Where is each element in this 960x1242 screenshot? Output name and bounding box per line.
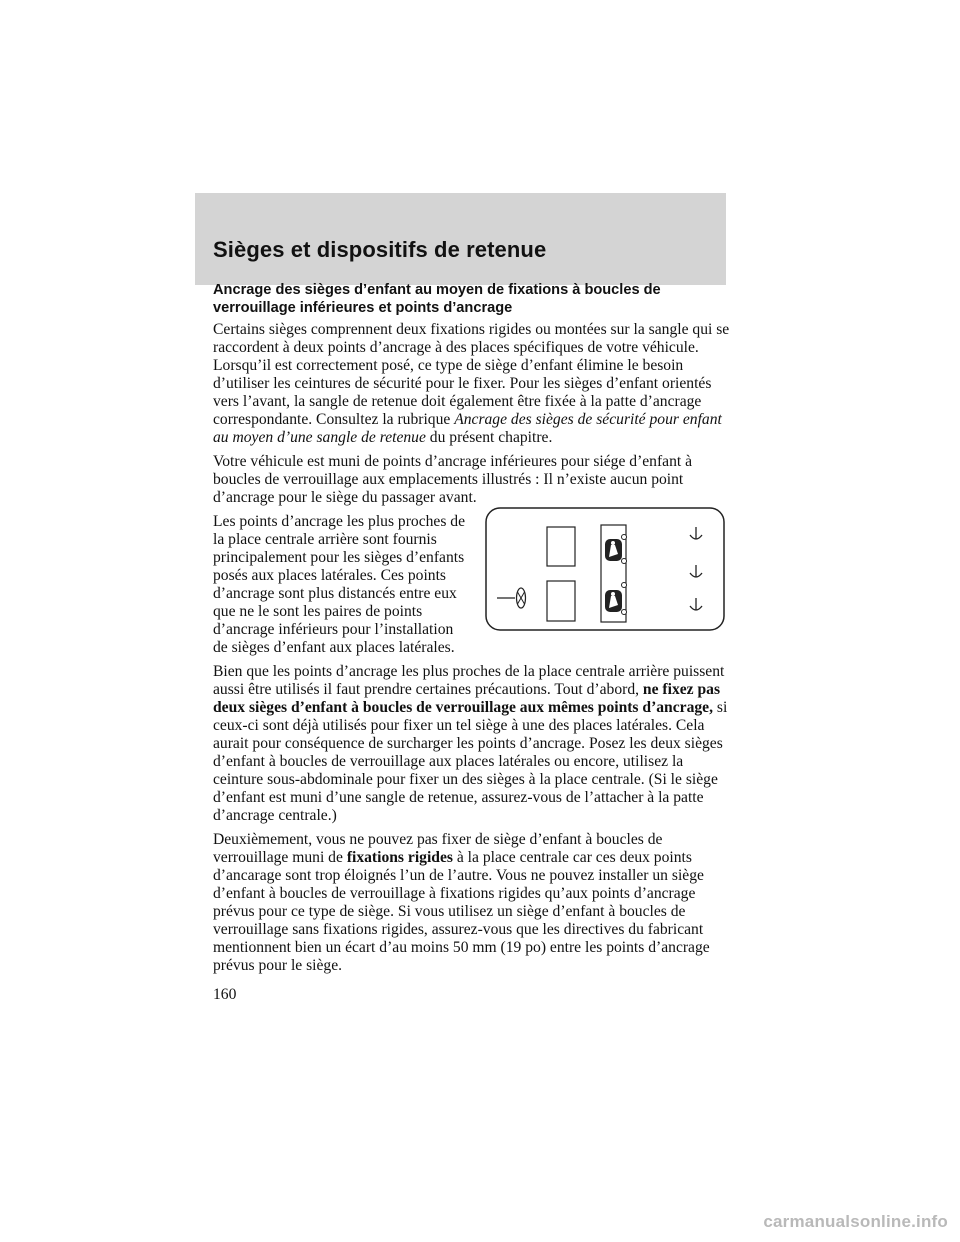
paragraph-2: Votre véhicule est muni de points d’ancrage inférieures pour siége d’enfant à boucles de verrouillage aux emplacements illustrés : Il n’existe aucun point d’ancrage pour le siège du passager avant. [213,453,693,506]
anchor-point-icon [622,583,627,588]
front-passenger-seat-icon [547,581,575,621]
warning-emphasis: ne fixez pas deux sièges d’enfant à boucles de verrouillage aux mêmes points d’ancrage, [213,681,721,716]
anchor-point-icon [622,610,627,615]
chapter-header-band [195,193,726,285]
front-seat-icon [547,527,575,566]
page-number: 160 [213,986,237,1003]
section-heading: Ancrage des sièges d’enfant au moyen de fixations à boucles de verrouillage inférieures et points d’ancrage [213,282,661,316]
child-seat-icon [605,539,622,561]
anchor-location-diagram [485,507,725,631]
anchor-point-icon [622,559,627,564]
paragraph-4: Bien que les points d’ancrage les plus proches de la place centrale arrière puissent aussi être utilisés il faut prendre certaines précautions. Tout d’abord, ne fixez pas deux sièges d’enfant à boucles de verrouillage aux mêmes points d’ancrage, si ceux-ci sont déjà utilisés pour fixer un tel siège à une des places latérales. Cela aurait pour conséquence de surcharger les points d’ancrage. Posez les deux sièges d’enfant à boucles de verrouillage aux places latérales ou encore, utilisez la ceinture sous-abdominale pour fixer un des sièges à la place centrale. (Si le siège d’enfant est muni d’une sangle de retenue, assurez-vous de l’attacher à la patte d’ancrage centrale.) [213,663,728,824]
paragraph-1: Certains sièges comprennent deux fixations rigides ou montées sur la sangle qui se raccordent à deux points d’ancrage à des places spécifiques de votre véhicule. Lorsqu’il est correctement posé, ce type de siège d’enfant élimine le besoin d’utiliser les ceintures de sécurité pour le fixer. Pour les sièges d’enfant orientés vers l’avant, la sangle de retenue doit également être fixée à la patte d’ancrage correspondante. Consultez la rubrique Ancrage des sièges de sécurité pour enfant au moyen d’une sangle de retenue du présent chapitre. [213,321,730,446]
page-content [213,282,733,981]
paragraph-5: Deuxièmement, vous ne pouvez pas fixer de siège d’enfant à boucles de verrouillage muni de fixations rigides à la place centrale car ces deux points d’ancarage sont trop éloignés l’un de l’autre. Vous ne pouvez installer un siège d’enfant à boucles de verrouillage à fixations rigides qu’aux points d’ancrage prévus pour ce type de siège. Si vous utilisez un siège d’enfant à boucles de verrouillage sans fixations rigides, assurez-vous que les directives du fabricant mentionnent bien un écart d’au moins 50 mm (19 po) entre les points d’ancrage prévus pour le siège. [213,831,710,974]
watermark: carmanualsonline.info [763,1212,948,1231]
cross-reference: Ancrage des sièges de sécurité pour enfant au moyen d’une sangle de retenue [213,411,722,446]
rigid-attachments-emphasis: fixations rigides [346,849,453,866]
chapter-title: Sièges et dispositifs de retenue [213,237,547,262]
child-seat-icon [605,590,622,612]
paragraph-3: Les points d’ancrage les plus proches de la place centrale arrière sont fournis principalement pour les sièges d’enfants posés aux places latérales. Ces points d’ancrage sont plus distancés entre eux que ne le sont les paires de points d’ancrage inférieurs pour l’installation de sièges d’enfant aux places latérales. [213,513,466,656]
anchor-point-icon [622,535,627,540]
